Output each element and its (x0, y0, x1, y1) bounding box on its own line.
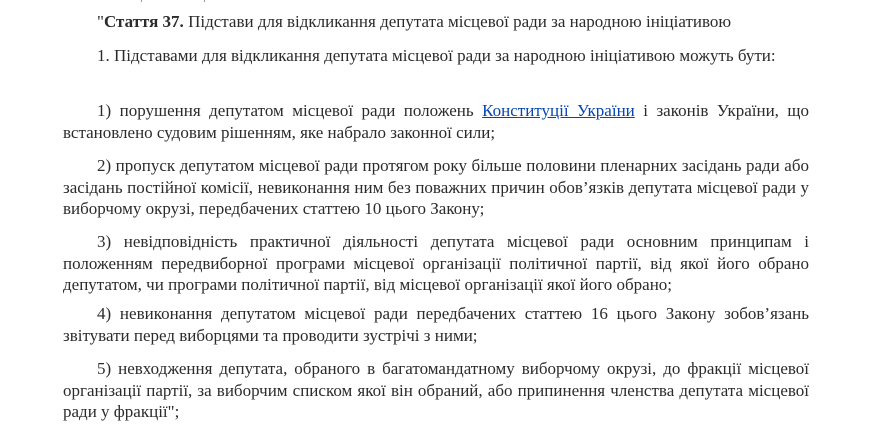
article-title: Підстави для відкликання депутата місцевої ради за народною ініціативою (183, 12, 732, 31)
heading-quote: " (97, 12, 104, 31)
paragraph-item-3: 3) невідповідність практичної діяльності депутата місцевої ради основним принципам і положенням передвиборної програми місцевої організації політичної партії, від якої його обрано депутатом, чи програми політичної партії, від місцевої організації якої його обрано; (63, 232, 809, 294)
item-1-text-after: і законів України, що встановлено судовим рішенням, яке набрало законної сили; (63, 101, 809, 142)
cropped-box (141, 0, 205, 2)
paragraph-item-1 (63, 100, 809, 143)
paragraph-item-5: 5) невходження депутата, обраного в багатомандатному виборчому окрузі, до фракції місцевої організації партії, за виборчим списком якої він обраний, або припинення членства депутата місцевої ради у фракції"; (63, 359, 809, 421)
paragraph-1: 1. Підставами для відкликання депутата місцевої ради за народною ініціативою можуть бути: (97, 46, 776, 65)
constitution-link[interactable]: Конституції України (482, 101, 635, 120)
article-heading (97, 12, 731, 32)
paragraph-item-2: 2) пропуск депутатом місцевої ради протягом року більше половини пленарних засідань ради або засідань постійної комісії, невиконання ним без поважних причин обов’язків депутата місцевої ради у виборчому окрузі, передбачених статтею 10 цього Закону; (63, 156, 809, 218)
item-1-text-before: 1) порушення депутатом місцевої ради положень (97, 101, 483, 120)
cropped-previous-line (141, 0, 621, 2)
paragraph-item-4: 4) невиконання депутатом місцевої ради передбачених статтею 16 цього Закону зобов’язань звітувати перед виборцями та проводити зустрічі з ними; (63, 304, 809, 345)
article-number: Стаття 37. (103, 12, 184, 31)
